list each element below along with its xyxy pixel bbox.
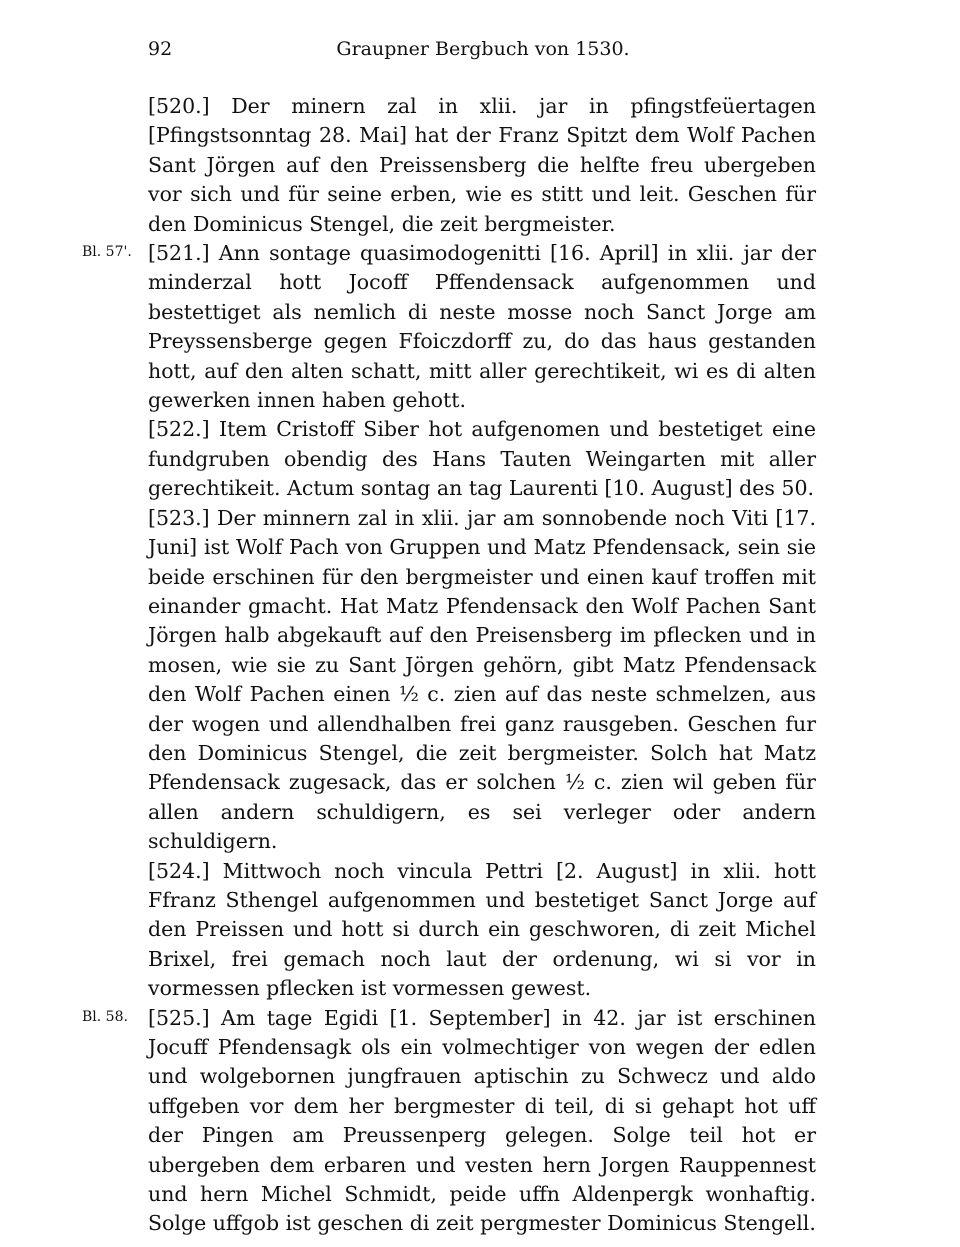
entry-text: [521.] Ann sontage quasimodogenitti [16. April] in xlii. jar der minderzal hott Jocoff Pffendensack aufgenommen und bestettiget als nemlich di neste mosse noch Sanct Jorge am Preyssensberge gegen Ffoiczdorff zu, do das haus gestanden hott, auf den alten schatt, mitt aller gerechtikeit, wi es di alten gewerken innen haben gehott. (148, 241, 816, 413)
entry-text: [520.] Der minern zal in xlii. jar in pfingstfeüertagen [Pfingstsonntag 28. Mai] hat der Franz Spitzt dem Wolf Pachen Sant Jörgen auf den Preissensberg die helfte freu ubergeben vor sich und für seine erben, wie es stitt und leit. Geschen für den Dominicus Stengel, die zeit bergmeister. (148, 94, 816, 236)
page-number: 92 (148, 38, 173, 60)
entry-text: [523.] Der minnern zal in xlii. jar am sonnobende noch Viti [17. Juni] ist Wolf Pach von Gruppen und Matz Pfendensack, sein sie beide erschinen für den bergmeister und einen kauf troffen mit einander gmacht. Hat Matz Pfendensack den Wolf Pachen Sant Jörgen halb abgekauft auf den Preisensberg im pflecken und in mosen, wie sie zu Sant Jörgen gehörn, gibt Matz Pfendensack den Wolf Pachen einen ½ c. zien auf das neste schmelzen, aus der wogen und allendhalben frei ganz rausgeben. Geschen fur den Dominicus Stengel, die zeit bergmeister. Solch hat Matz Pfendensack zugesack, das er solchen ½ c. zien wil geben für allen andern schuldigern, es sei verleger oder andern schuldigern. (148, 505, 816, 854)
entry-521 (82, 239, 816, 415)
entry-523 (148, 504, 816, 857)
running-title: Graupner Bergbuch von 1530. (336, 38, 630, 60)
entry-text: [524.] Mittwoch noch vincula Pettri [2. August] in xlii. hott Ffranz Sthengel aufgenommen und bestetiget Sanct Jorge auf den Preissen und hott si durch ein geschworen, di zeit Michel Brixel, frei gemach noch laut der ordenung, wi si vor in vormessen pflecken ist vormessen gewest. (148, 858, 816, 1001)
entry-text: [522.] Item Cristoff Siber hot aufgenomen und bestetiget eine fundgruben obendig des Hans Tauten Weingarten mit aller gerechtikeit. Actum sontag an tag Laurenti [10. August] des 50. (148, 417, 816, 501)
entry-525 (82, 1004, 816, 1239)
margin-note: Bl. 58. (82, 1008, 128, 1025)
entry-text: [525.] Am tage Egidi [1. September] in 42. jar ist erschinen Jocuff Pfendensagk ols ein volmechtiger von wegen der edlen und wolgebornen jungfrauen aptischin zu Schwecz und aldo uffgeben vor dem her bergmester di teil, di si gehapt hot uff der Pingen am Preussenperg gelegen. Solge teil hot er ubergeben dem erbaren und vesten hern Jorgen Rauppennest und hern Michel Schmidt, peide uffn Aldenpergk wonhaftig. Solge uffgob ist geschen di zeit pergmester Dominicus Stengell. (148, 1005, 816, 1236)
entry-522 (148, 415, 816, 503)
margin-note: Bl. 57'. (82, 244, 132, 261)
entry-524 (148, 857, 816, 1004)
entry-520 (148, 92, 816, 239)
body-text (82, 92, 816, 1239)
running-head (148, 38, 818, 68)
